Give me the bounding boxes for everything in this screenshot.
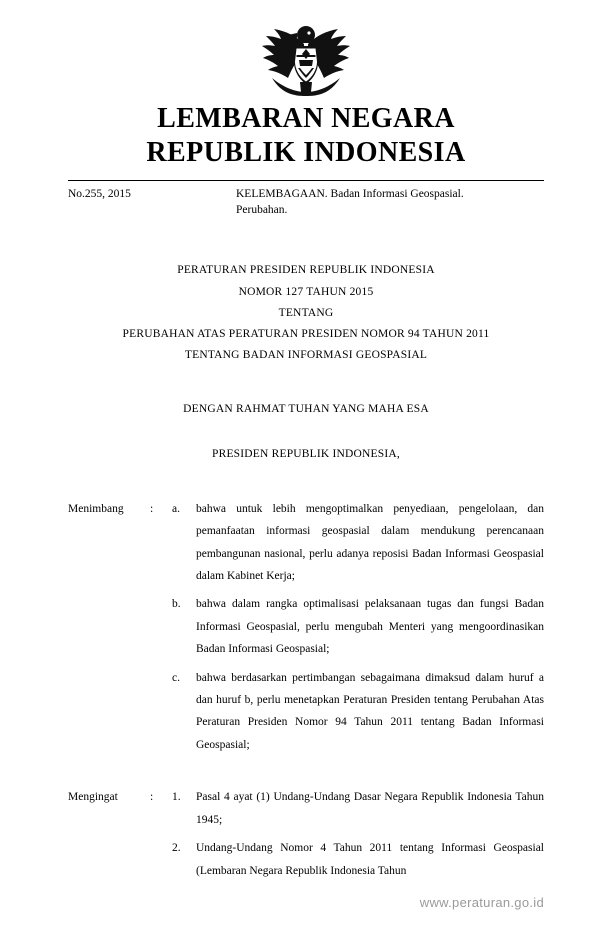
list-item (172, 498, 544, 588)
considering-section (68, 498, 544, 757)
recalling-items (172, 786, 544, 882)
document-subject-line-2: Perubahan. (236, 203, 288, 216)
title-line-3: TENTANG (278, 306, 334, 319)
document-subject (236, 187, 544, 218)
document-subject-line-1: KELEMBAGAAN. Badan Informasi Geospasial. (236, 188, 464, 201)
considering-label: Menimbang (68, 502, 124, 515)
list-item-text: bahwa untuk lebih mengoptimalkan penyediaan, pengelolaan, dan pemanfaatan informasi geospasial dalam mendukung perencanaan pembangunan nasional, perlu adanya reposisi Badan Informasi Geospasial dalam Kabinet Kerja; (196, 502, 544, 582)
list-item-marker: 1. (172, 791, 181, 804)
regulation-title-block (68, 260, 544, 366)
list-item-text: bahwa dalam rangka optimalisasi pelaksanaan tugas dan fungsi Badan Informasi Geospasial, perlu mengubah Menteri yang mengoordinasikan Badan Informasi Geospasial; (196, 598, 544, 656)
list-item-text: Undang-Undang Nomor 4 Tahun 2011 tentang Informasi Geospasial (Lembaran Negara Republik Indonesia Tahun (196, 842, 544, 877)
masthead-line-1: LEMBARAN NEGARA (157, 103, 455, 134)
list-item (172, 593, 544, 660)
considering-colon: : (150, 502, 154, 515)
list-item (172, 786, 544, 831)
recalling-colon: : (150, 791, 154, 804)
list-item-marker: a. (172, 502, 180, 515)
masthead-title (68, 102, 544, 170)
list-item (172, 837, 544, 882)
recalling-section (68, 786, 544, 882)
invocation-text: DENGAN RAHMAT TUHAN YANG MAHA ESA (183, 402, 429, 415)
list-item-text: bahwa berdasarkan pertimbangan sebagaimana dimaksud dalam huruf a dan huruf b, perlu menetapkan Peraturan Presiden tentang Perubahan Atas Peraturan Presiden Nomor 94 Tahun 2011 tentang Badan Informasi Geospasial; (196, 671, 544, 751)
emblem-container (68, 0, 544, 100)
document-number: No.255, 2015 (68, 188, 131, 201)
considering-items (172, 498, 544, 757)
list-item-text: Pasal 4 ayat (1) Undang-Undang Dasar Negara Republik Indonesia Tahun 1945; (196, 791, 544, 826)
list-item-marker: b. (172, 598, 181, 611)
document-meta (68, 187, 544, 218)
authority-text: PRESIDEN REPUBLIK INDONESIA, (211, 447, 400, 460)
list-item-marker: 2. (172, 842, 181, 855)
title-line-2: NOMOR 127 TAHUN 2015 (238, 285, 374, 298)
title-line-4: PERUBAHAN ATAS PERATURAN PRESIDEN NOMOR 94 TAHUN 2011 (122, 328, 490, 341)
recalling-label: Mengingat (68, 791, 118, 804)
title-line-5: TENTANG BADAN INFORMASI GEOSPASIAL (184, 349, 428, 362)
list-item-marker: c. (172, 671, 180, 684)
masthead-line-2: REPUBLIK INDONESIA (146, 137, 466, 169)
title-line-1: PERATURAN PRESIDEN REPUBLIK INDONESIA (177, 264, 435, 277)
garuda-pancasila-emblem (260, 22, 352, 101)
header-divider (68, 180, 544, 181)
footer-watermark: www.peraturan.go.id (419, 895, 544, 910)
list-item (172, 667, 544, 757)
